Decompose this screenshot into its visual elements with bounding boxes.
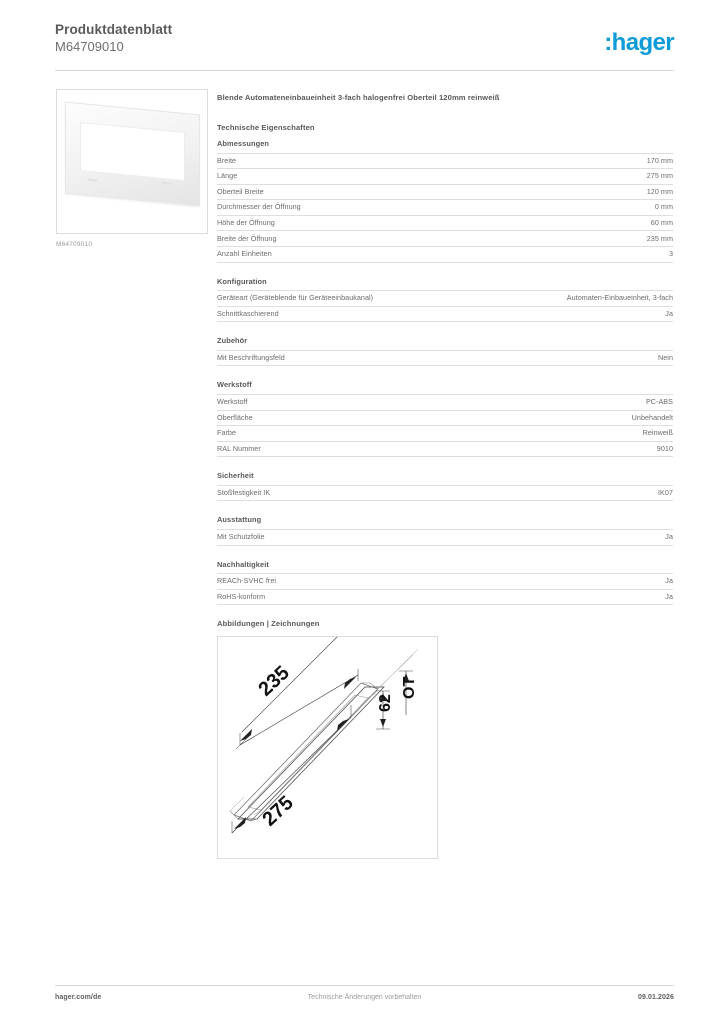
row-label: Mit Beschriftungsfeld: [217, 352, 285, 362]
drawings-section: [217, 619, 673, 859]
table-row: [217, 215, 673, 231]
table-row: [217, 485, 673, 501]
row-value: Ja: [665, 591, 673, 601]
row-label: Anzahl Einheiten: [217, 249, 272, 259]
table-row: [217, 589, 673, 605]
spec-table: [217, 350, 673, 367]
row-label: RoHS-konform: [217, 591, 266, 601]
row-value: 235 mm: [646, 233, 673, 243]
row-value: 120 mm: [646, 186, 673, 196]
row-value: Nein: [658, 352, 673, 362]
row-label: Höhe der Öffnung: [217, 217, 275, 227]
row-label: Länge: [217, 171, 238, 181]
row-value: 3: [668, 249, 673, 259]
bezel-opening: [80, 122, 185, 181]
row-label: Mit Schutzfolie: [217, 532, 265, 541]
row-label: RAL Nummer: [217, 443, 261, 453]
specifications-content: [217, 92, 673, 859]
table-row: [217, 529, 673, 545]
group-title: Abmessungen: [217, 139, 270, 148]
row-value: Automaten-Einbaueinheit, 3-fach: [566, 293, 673, 303]
row-value: Ja: [665, 308, 673, 318]
header-divider: [55, 70, 674, 71]
dimension-62-label: 62: [377, 694, 394, 713]
table-row: [217, 574, 673, 590]
bezel-tab-right: [162, 182, 171, 185]
row-label: Oberteil Breite: [217, 186, 264, 196]
spec-table: [217, 394, 673, 457]
row-label: REACh-SVHC frei: [217, 576, 277, 586]
drawings-heading: Abbildungen | Zeichnungen: [217, 619, 320, 629]
footer-divider: [55, 985, 674, 986]
article-number: M64709010: [55, 39, 124, 54]
group-title: Nachhaltigkeit: [217, 559, 269, 569]
group-title: Konfiguration: [217, 276, 267, 286]
table-row: [217, 350, 673, 366]
row-value: Ja: [665, 532, 673, 541]
row-label: Farbe: [217, 428, 237, 438]
group-title: Ausstattung: [217, 515, 262, 525]
technical-drawing-box: [217, 636, 438, 859]
table-row: [217, 426, 673, 442]
row-value: 0 mm: [654, 202, 673, 212]
row-value: 60 mm: [650, 217, 673, 227]
table-row: [217, 184, 673, 200]
table-row: [217, 394, 673, 410]
hager-logo: :hager: [604, 29, 674, 56]
table-row: [217, 169, 673, 185]
spec-group-nachhaltigkeit: [217, 560, 673, 606]
row-label: Werkstoff: [217, 397, 248, 407]
product-bezel-image: [65, 102, 200, 207]
spec-table: [217, 485, 673, 502]
group-title: Sicherheit: [217, 471, 254, 481]
row-label: Geräteart (Geräteblende für Geräteeinbaukanal): [217, 293, 374, 303]
dimension-235-label: 235: [254, 661, 294, 701]
dimension-275-label: 275: [258, 791, 298, 831]
footer-date: 09.01.2026: [637, 994, 674, 1001]
spec-table: [217, 573, 673, 605]
bezel-tab-left: [88, 179, 97, 182]
row-value: 9010: [656, 443, 673, 453]
dimension-ot-label: OT: [401, 676, 418, 700]
spec-group-konfiguration: [217, 277, 673, 323]
product-name: Blende Automateneinbaueinheit 3-fach halogenfrei Oberteil 120mm reinweiß: [217, 93, 500, 102]
row-label: Schnittkaschierend: [217, 308, 279, 318]
table-row: [217, 200, 673, 216]
product-image-caption: M64709010: [56, 241, 93, 248]
group-title: Zubehör: [217, 336, 248, 346]
group-title: Werkstoff: [217, 380, 252, 390]
spec-group-sicherheit: [217, 471, 673, 501]
table-row: [217, 291, 673, 307]
table-row: [217, 441, 673, 457]
row-label: Stoßfestigkeit IK: [217, 487, 271, 497]
product-image-panel: [56, 89, 208, 234]
page-title: Produktdatenblatt: [55, 22, 173, 37]
row-label: Breite: [217, 155, 237, 165]
table-row: [217, 231, 673, 247]
spec-group-ausstattung: [217, 515, 673, 545]
spec-group-werkstoff: [217, 380, 673, 457]
row-value: Reinweiß: [642, 428, 673, 438]
table-row: [217, 306, 673, 322]
technical-properties-heading: Technische Eigenschaften: [217, 123, 315, 132]
row-value: 275 mm: [646, 171, 673, 181]
spec-table: [217, 529, 673, 546]
row-label: Breite der Öffnung: [217, 233, 277, 243]
spec-table: [217, 290, 673, 322]
table-row: [217, 153, 673, 169]
row-value: Ja: [665, 576, 673, 586]
row-label: Durchmesser der Öffnung: [217, 202, 301, 212]
spec-table: [217, 153, 673, 263]
row-value: Unbehandelt: [631, 412, 673, 422]
page-header: [55, 22, 674, 70]
row-value: IK07: [658, 487, 673, 497]
row-value: PC-ABS: [645, 397, 673, 407]
technical-drawing-svg: [218, 637, 437, 858]
table-row: [217, 410, 673, 426]
page-footer: [55, 994, 674, 1008]
footer-website-link[interactable]: hager.com/de: [55, 994, 102, 1001]
row-label: Oberfläche: [217, 412, 253, 422]
table-row: [217, 247, 673, 263]
spec-group-zubehoer: [217, 336, 673, 366]
row-value: 170 mm: [646, 155, 673, 165]
spec-group-abmessungen: [217, 139, 673, 263]
footer-disclaimer: Technische Änderungen vorbehalten: [307, 994, 422, 1001]
